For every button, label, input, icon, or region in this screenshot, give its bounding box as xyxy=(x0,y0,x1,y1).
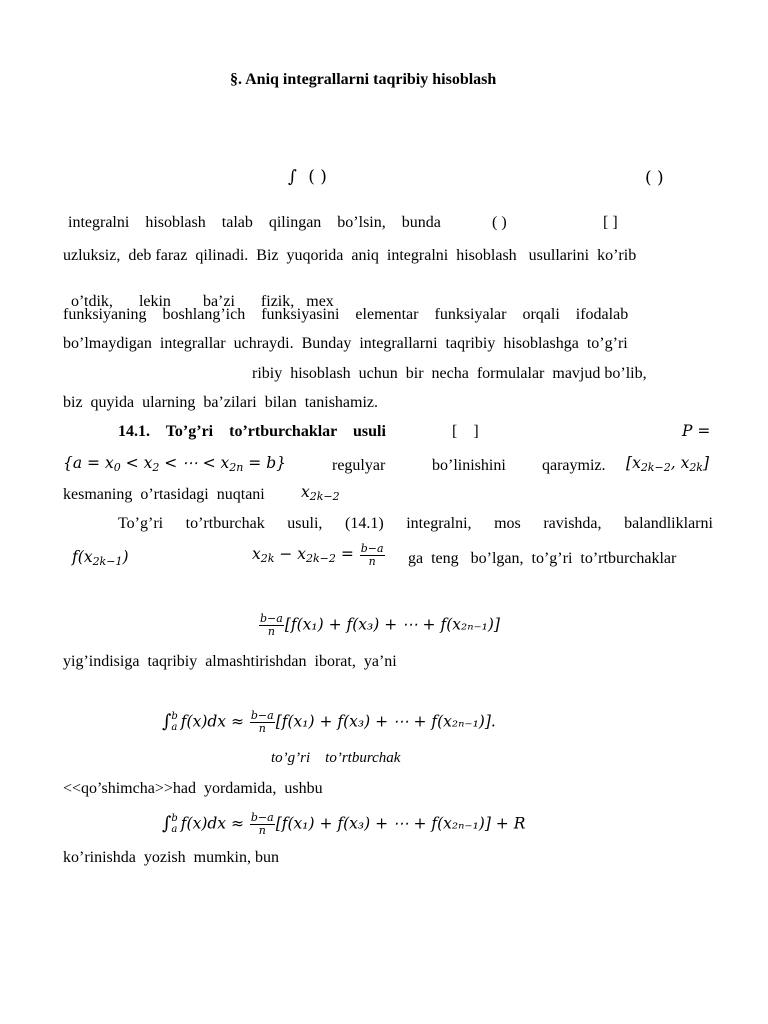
f-midpoint: $f(x_{2k-1})$ xyxy=(72,548,129,568)
caption: to’g’ri to’rtburchak xyxy=(271,750,401,766)
last-line: ko’rinishda yozish mumkin, bun xyxy=(63,849,279,866)
word: integralni, xyxy=(406,515,472,532)
section-title: §. Aniq integrallarni taqribiy hisoblash xyxy=(230,71,497,88)
sum-formula: $\frac{b-a}{n}$ [f(x₁) + f(x₃) + ⋯ + f(x₂ₙ₋₁)] xyxy=(260,612,500,638)
word: hisoblash xyxy=(145,214,206,231)
word: balandliklarni xyxy=(624,515,713,532)
formula-approx: ∫ b a f(x)dx ≈ $\frac{b-a}{n}$ [f(x₁) + f(x₃) + ⋯ + f(x₂ₙ₋₁)]. xyxy=(162,709,496,735)
word: o’tdik, xyxy=(71,293,113,310)
qoshimcha-line: <<qo’shimcha>>had yordamida, ushbu xyxy=(63,780,323,797)
word: mos xyxy=(494,515,521,532)
word: lekin xyxy=(138,293,171,310)
p2-line2-tail: ga teng bo’lgan, to’g’ri to’rtburchaklar xyxy=(408,550,677,567)
bolinishini-word: bo’linishini xyxy=(432,457,506,474)
interval-expr: [$x_{2k-2}$, $x_{2k}$] xyxy=(626,454,710,474)
width-expr: $x_{2k} - x_{2k-2}$ = $\frac{b-a}{n}$ xyxy=(252,542,384,568)
kesmaning-line: kesmaning o’rtasidagi nuqtani xyxy=(63,486,265,503)
p-equals: P = xyxy=(682,422,711,440)
word: fizik, xyxy=(260,293,295,310)
word: usuli, xyxy=(287,515,323,532)
integral-parens: ( ) xyxy=(308,167,327,187)
integral-fragment xyxy=(288,169,327,186)
word: ravishda, xyxy=(543,515,602,532)
p1-line2: uzluksiz, deb faraz qilinadi. Biz yuqorida aniq integralni hisoblash usullarini ko’rib xyxy=(63,247,637,264)
integral-right-parens: ( ) xyxy=(645,168,664,188)
formula-with-remainder: ∫ b a f(x)dx ≈ $\frac{b-a}{n}$ [f(x₁) + f(x₃) + ⋯ + f(x₂ₙ₋₁)] + R xyxy=(162,811,526,837)
section-14-1-heading: 14.1. To’g’ri to’rtburchaklar usuli xyxy=(118,423,386,440)
integral-sign: ∫ xyxy=(288,167,297,187)
word: mex xyxy=(306,293,334,310)
partition-set: {$a = x_0 < x_2$ < ⋯ < $x_{2n} = b$} xyxy=(63,454,286,474)
p1-line1-bracket: [ ] xyxy=(603,214,618,231)
word: talab xyxy=(221,214,253,231)
regular-word: regulyar xyxy=(332,457,386,474)
word: (14.1) xyxy=(344,515,384,532)
fraction: $\frac{b-a}{n}$ xyxy=(360,542,384,568)
word: bo’lsin, xyxy=(337,214,386,231)
midpoint-expr: $x_{2k-2}$ xyxy=(301,483,340,503)
word: bunda xyxy=(401,214,441,231)
qaraymiz-word: qaraymiz. xyxy=(542,457,606,474)
heading-bracket: [ ] xyxy=(452,423,479,440)
word: To’g’ri xyxy=(118,515,164,532)
word: qilingan xyxy=(268,214,322,231)
yig-line: yig’indisiga taqribiy almashtirishdan iborat, ya’ni xyxy=(63,653,397,670)
p1-line5: bo’lmaydigan integrallar uchraydi. Bunday integrallarni taqribiy hisoblashga to’g’ri xyxy=(63,335,628,352)
word: integralni xyxy=(68,214,130,231)
p1-line6: ribiy hisoblash uchun bir necha formulalar mavjud bo’lib, xyxy=(252,365,647,382)
word: to’rtburchak xyxy=(185,515,265,532)
p1-line4: funksiyaning boshlang’ich funksiyasini elementar funksiyalar orqali ifodalab xyxy=(63,306,629,323)
p2-line1 xyxy=(118,516,713,532)
p1-line1 xyxy=(68,215,441,231)
p1-line7: biz quyida ularning ba’zilari bilan tanishamiz. xyxy=(63,394,379,411)
p1-line1-parens: ( ) xyxy=(492,214,507,231)
word: ba’zi xyxy=(202,293,235,310)
